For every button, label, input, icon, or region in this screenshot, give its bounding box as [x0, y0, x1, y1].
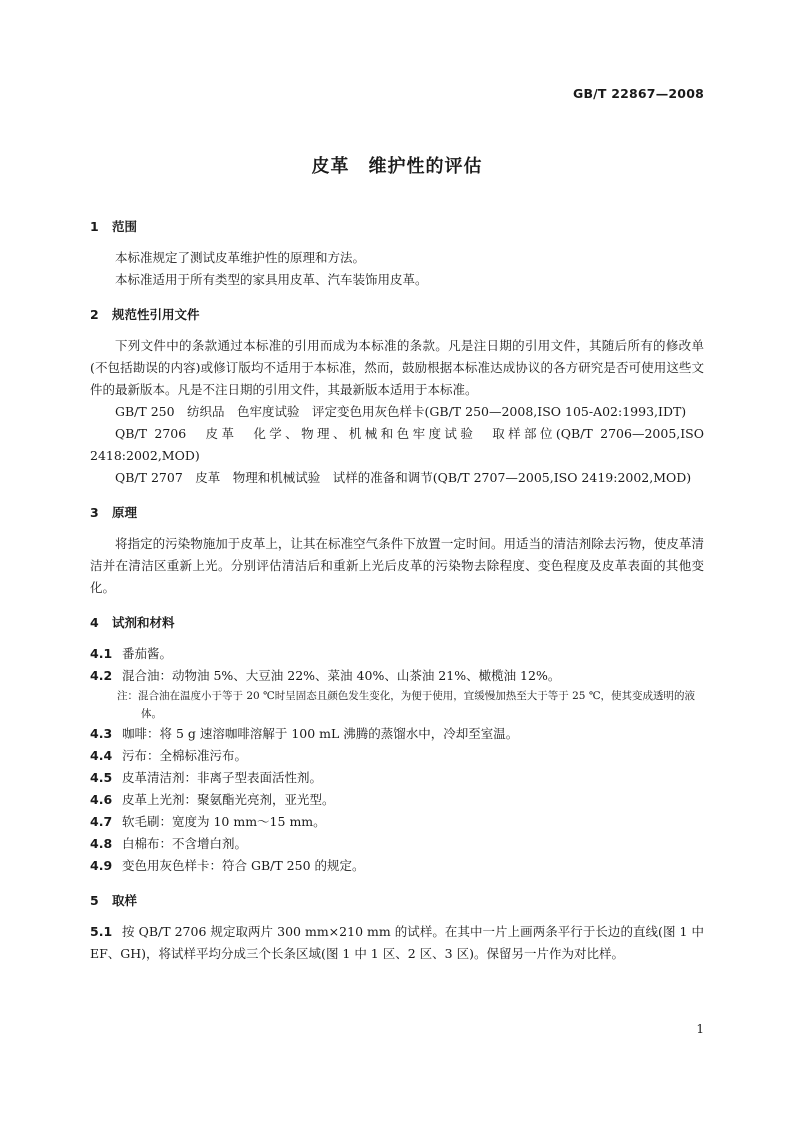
section-number: 2 [90, 307, 99, 322]
section-number: 1 [90, 219, 99, 234]
paragraph: 将指定的污染物施加于皮革上，让其在标准空气条件下放置一定时间。用适当的清洁剂除去污物，使皮革清洁并在清洁区重新上光。分别评估清洁后和重新上光后皮革的污染物去除程度、变色程度及皮革表面的其他变化。 [90, 536, 704, 595]
section-title: 取样 [112, 893, 138, 908]
section-title: 原理 [112, 505, 138, 520]
item-text: 污布：全棉标准污布。 [122, 748, 248, 763]
item-text: 皮革上光剂：聚氨酯光亮剂，亚光型。 [122, 792, 335, 807]
item-text: 咖啡：将 5 g 速溶咖啡溶解于 100 mL 沸腾的蒸馏水中，冷却至室温。 [122, 726, 519, 741]
item-number: 4.4 [90, 748, 113, 763]
item-text: 白棉布：不含增白剂。 [122, 836, 248, 851]
paragraph: 本标准规定了测试皮革维护性的原理和方法。 [115, 250, 366, 265]
section-title: 试剂和材料 [112, 615, 175, 630]
list-item [90, 811, 704, 833]
item-text: 按 QB/T 2706 规定取两片 300 mm×210 mm 的试样。在其中一片上画两条平行于长边的直线(图 1 中 EF、GH)，将试样平均分成三个长条区域(图 1 中 1 区、2 区、3 区)。保留另一片作为对比样。 [90, 924, 704, 961]
list-item [90, 643, 704, 665]
page-number: 1 [696, 1022, 704, 1036]
item-number: 4.3 [90, 726, 113, 741]
item-number: 4.8 [90, 836, 113, 851]
item-text: 番茄酱。 [122, 646, 173, 661]
section-title: 规范性引用文件 [112, 307, 200, 322]
item-text: 软毛刷：宽度为 10 mm～15 mm。 [122, 814, 326, 829]
item-text: 混合油：动物油 5%、大豆油 22%、菜油 40%、山茶油 21%、橄榄油 12%。 [122, 668, 561, 683]
reference-entry: QB/T 2707 皮革 物理和机械试验 试样的准备和调节(QB/T 2707—2005,ISO 2419:2002,MOD) [115, 470, 692, 485]
note-text: 注：混合油在温度小于等于 20 ℃时呈固态且颜色发生变化，为便于使用，宜缓慢加热至大于等于 25 ℃，使其变成透明的液体。 [117, 690, 696, 720]
list-item [90, 665, 704, 687]
document-body [90, 216, 704, 965]
item-number: 4.6 [90, 792, 113, 807]
list-item [90, 745, 704, 767]
list-item [90, 789, 704, 811]
note [90, 687, 704, 723]
item-number: 4.2 [90, 668, 113, 683]
section-title: 范围 [112, 219, 138, 234]
item-text: 皮革清洁剂：非离子型表面活性剂。 [122, 770, 323, 785]
item-number: 4.1 [90, 646, 113, 661]
section-heading-normative-references [90, 304, 704, 326]
document-title: 皮革 维护性的评估 [311, 156, 483, 177]
list-item [90, 921, 704, 965]
item-number: 4.5 [90, 770, 113, 785]
list-item [90, 767, 704, 789]
item-number: 5.1 [90, 924, 113, 939]
item-number: 4.7 [90, 814, 113, 829]
section-heading-scope [90, 216, 704, 238]
section-heading-reagents [90, 612, 704, 634]
reference-entry: QB/T 2706 皮革 化学、物理、机械和色牢度试验 取样部位(QB/T 2706—2005,ISO 2418:2002,MOD) [90, 426, 704, 463]
list-item [90, 855, 704, 877]
section-number: 4 [90, 615, 99, 630]
section-number: 5 [90, 893, 99, 908]
reference-entry: GB/T 250 纺织品 色牢度试验 评定变色用灰色样卡(GB/T 250—2008,ISO 105-A02:1993,IDT) [115, 404, 687, 419]
list-item [90, 833, 704, 855]
item-text: 变色用灰色样卡：符合 GB/T 250 的规定。 [122, 858, 365, 873]
standard-code: GB/T 22867—2008 [572, 86, 704, 101]
list-item [90, 723, 704, 745]
section-number: 3 [90, 505, 99, 520]
paragraph: 下列文件中的条款通过本标准的引用而成为本标准的条款。凡是注日期的引用文件，其随后所有的修改单(不包括勘误的内容)或修订版均不适用于本标准，然而，鼓励根据本标准达成协议的各方研究是否可使用这些文件的最新版本。凡是不注日期的引用文件，其最新版本适用于本标准。 [90, 338, 704, 397]
section-heading-sampling [90, 890, 704, 912]
section-heading-principle [90, 502, 704, 524]
paragraph: 本标准适用于所有类型的家具用皮革、汽车装饰用皮革。 [115, 272, 428, 287]
item-number: 4.9 [90, 858, 113, 873]
